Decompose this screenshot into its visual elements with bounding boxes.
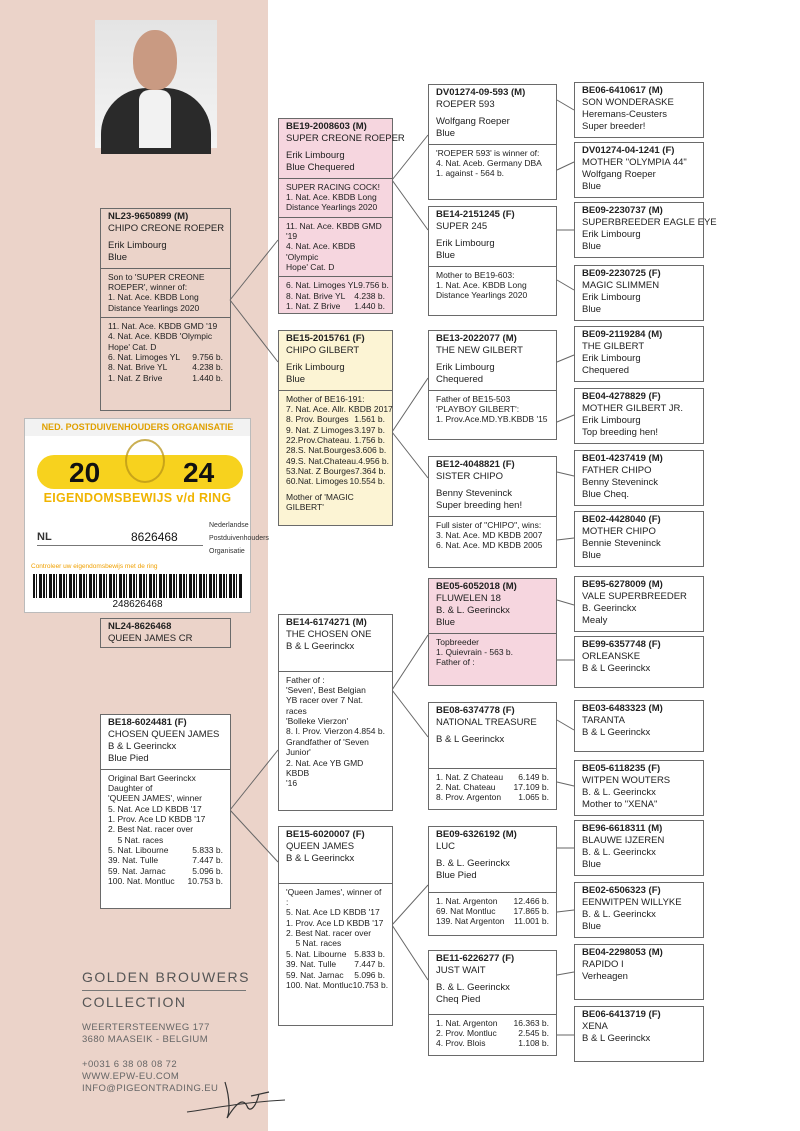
breeder-name: B & L Geerinckx (286, 852, 355, 864)
ring-number: BE19-2008603 (M) (286, 121, 367, 132)
pigeon-card-mother (278, 330, 393, 526)
ring-number: BE12-4048821 (F) (436, 459, 515, 470)
breeder-name: Erik Limbourg (582, 291, 641, 303)
notes-1: Mother to BE19-603: 1. Nat. Ace. KBDB Long Distance Yearlings 2020 (436, 269, 528, 301)
breeder-name: Bennie Steveninck (582, 537, 661, 549)
ring-number: BE02-4428040 (F) (582, 514, 661, 525)
pigeon-name: TARANTA (582, 714, 625, 726)
number-field (37, 528, 203, 546)
pigeon-card-mf (428, 330, 557, 440)
ring-number: BE06-6413719 (F) (582, 1009, 661, 1020)
notes-2: Mother of 'MAGIC GILBERT' (286, 491, 354, 513)
pigeon-name: MOTHER GILBERT JR. (582, 402, 683, 414)
pigeon-color: Super breeding hen! (436, 499, 523, 511)
pigeon-name: LUC (436, 840, 456, 852)
pigeon-card-qfff (574, 576, 704, 632)
ring-number: BE99-6357748 (F) (582, 639, 661, 650)
pigeon-name: THE NEW GILBERT (436, 344, 523, 356)
results: 6. Nat. Limoges YL 9.756 b. 8. Nat. Brive YL 4.238 b. 1. Nat. Z Brive 1.440 b. (108, 352, 223, 383)
barcode-number: 248626468 (112, 599, 163, 610)
pigeon-name: MAGIC SLIMMEN (582, 279, 660, 291)
pigeon-card-qfm (428, 702, 557, 810)
breeder-name: Heremans-Ceusters (582, 108, 667, 120)
ring-number: BE11-6226277 (F) (436, 953, 515, 964)
pigeon-color: Chequered (436, 373, 484, 385)
pigeon-card-qfmf (574, 700, 704, 752)
notes-1: Full sister of "CHIPO", wins: 3. Nat. Ace. MD KBDB 2007 6. Nat. Ace. MD KBDB 2005 (436, 519, 543, 551)
breeder-name: B & L Geerinckx (582, 662, 651, 674)
notes-1: 'ROEPER 593' is winner of: 4. Nat. Aceb. Germany DBA 1. against - 564 b. (436, 147, 542, 179)
results: 1. Nat. Argenton 16.363 b. 2. Prov. Montluc 2.545 b. 4. Prov. Blois 1.108 b. (436, 1017, 549, 1049)
ring-number: NL24-8626468 (108, 621, 172, 632)
pigeon-name: SUPER 245 (436, 220, 488, 232)
breeder-name: B. & L. Geerinckx (582, 908, 656, 920)
pigeon-color: Blue (286, 373, 306, 385)
pigeon-card-mff (574, 326, 704, 382)
pigeon-name: RAPIDO I (582, 958, 624, 970)
breeder-name: Verheagen (582, 970, 628, 982)
pigeon-color: Blue (582, 303, 602, 315)
pigeon-name: WITPEN WOUTERS (582, 774, 671, 786)
notes-2: 11. Nat. Ace. KBDB GMD '19 4. Nat. Ace. KBDB 'Olympic Hope' Cat. D (108, 320, 218, 352)
pigeon-card-father (278, 118, 405, 314)
ring-number: DV01274-04-1241 (F) (582, 145, 675, 156)
notes-1: SUPER RACING COCK! 1. Nat. Ace. KBDB Long Distance Yearlings 2020 (286, 181, 380, 213)
ring-number: BE04-4278829 (F) (582, 391, 661, 402)
pigeon-name: SUPERBREEDER EAGLE EYE (582, 216, 717, 228)
pigeon-name: CHIPO CREONE ROEPER (108, 222, 225, 234)
breeder-name: B & L Geerinckx (582, 726, 651, 738)
pigeon-color: Mealy (582, 614, 608, 626)
breeder-name: B & L Geerinckx (436, 733, 505, 745)
brand-divider (82, 990, 246, 991)
breeder-name: Benny Steveninck (436, 487, 513, 499)
breeder-name: B. & L. Geerinckx (436, 604, 510, 616)
pigeon-name: THE CHOSEN ONE (286, 628, 372, 640)
pigeon-name: BLAUWE IJZEREN (582, 834, 665, 846)
country-code: NL (37, 531, 52, 543)
breeder-name: Erik Limbourg (108, 239, 167, 251)
ring-number: BE01-4237419 (M) (582, 453, 663, 464)
pigeon-name: SON WONDERASKE (582, 96, 674, 108)
pigeon-color: Blue (582, 549, 602, 561)
notes-1: Father of : 'Seven', Best Belgian YB racer over 7 Nat. races 'Bolleke Vierzon' (286, 674, 366, 727)
notes-1: Original Bart Geerinckx Daughter of 'QUEEN JAMES', winner 5. Nat. Ace LD KBDB '17 1. Prov. Ace LD KBDB '17 2. Best Nat. racer over 5 Nat. races (108, 772, 206, 845)
breeder-name: B. & L. Geerinckx (582, 786, 656, 798)
pigeon-card-mm (428, 456, 557, 568)
breeder-name: B. & L. Geerinckx (436, 981, 510, 993)
ring-number: BE09-2230737 (M) (582, 205, 663, 216)
pigeon-name: QUEEN JAMES (286, 840, 355, 852)
breeder-name: B. & L. Geerinckx (436, 857, 510, 869)
pigeon-card-qfmm (574, 760, 704, 816)
pigeon-card-queen-james (278, 826, 393, 1026)
brand-name: GOLDEN BROUWERS COLLECTION (82, 969, 250, 1010)
pigeon-card-queen-cr (100, 618, 231, 648)
pigeon-name: JUST WAIT (436, 964, 486, 976)
pigeon-name: XENA (582, 1020, 608, 1032)
pigeon-card-mfm (574, 388, 704, 444)
pigeon-name: ORLEANSKE (582, 650, 641, 662)
ring-number: BE06-6410617 (M) (582, 85, 663, 96)
pigeon-card-qmmm (574, 1006, 704, 1062)
breeder-name: B & L Geerinckx (286, 640, 355, 652)
pigeon-name: MOTHER "OLYMPIA 44" (582, 156, 687, 168)
ring-number: BE14-2151245 (F) (436, 209, 515, 220)
pigeon-name: SUPER CREONE ROEPER (286, 132, 405, 144)
results: 1. Nat. Z Chateau 6.149 b. 2. Nat. Chateau 17.109 b. 8. Prov. Argenton 1.065 b. (436, 771, 549, 803)
ring-number: BE15-2015761 (F) (286, 333, 365, 344)
pigeon-card-main (100, 208, 231, 411)
pigeon-color: Blue (436, 249, 456, 261)
ring-number: BE02-6506323 (F) (582, 885, 661, 896)
contact-info: +0031 6 38 08 08 72 WWW.EPW-EU.COM INFO@PIGEONTRADING.EU (82, 1059, 219, 1094)
pigeon-name: EENWITPEN WILLYKE (582, 896, 682, 908)
notes-1: Topbreeder 1. Quievrain - 563 b. Father of : (436, 636, 514, 668)
year-right: 24 (183, 457, 215, 488)
results: 6. Nat. Limoges YL 9.756 b. 8. Nat. Brive YL 4.238 b. 1. Nat. Z Brive 1.440 b. (286, 280, 389, 312)
breeder-name: Erik Limbourg (582, 352, 641, 364)
breeder-name: Benny Steveninck (582, 476, 659, 488)
breeder-name: Wolfgang Roeper (436, 115, 510, 127)
pigeon-name: MOTHER CHIPO (582, 525, 656, 537)
breeder-name: B & L Geerinckx (582, 1032, 651, 1044)
breeder-name: Wolfgang Roeper (582, 168, 656, 180)
notes-1: Son to 'SUPER CREONE ROEPER', winner of: 1. Nat. Ace. KBDB Long Distance Yearlings 2020 (108, 271, 205, 313)
pigeon-color: Chequered (582, 364, 630, 376)
org-title: NED. POSTDUIVENHOUDERS ORGANISATIE (25, 419, 250, 436)
ring-number: DV01274-09-593 (M) (436, 87, 526, 98)
pigeon-card-mmm (574, 511, 704, 567)
pigeon-card-queen-mother (100, 714, 231, 909)
org-logo-icon (125, 439, 165, 483)
pigeon-card-fmm (574, 265, 704, 321)
pigeon-color: Blue (436, 127, 456, 139)
ring-number: BE96-6618311 (M) (582, 823, 663, 834)
pigeon-color: Blue Cheq. (582, 488, 630, 500)
pigeon-color: Blue Pied (108, 752, 149, 764)
pigeon-card-mmf (574, 450, 704, 506)
ring-number: BE13-2022077 (M) (436, 333, 517, 344)
results: 8. I. Prov. Vierzon 4.854 b. (286, 726, 385, 737)
breeder-name: Erik Limbourg (436, 237, 495, 249)
card-title: EIGENDOMSBEWIJS v/d RING (43, 491, 232, 505)
pigeon-card-qmf (428, 826, 557, 936)
breeder-name: Erik Limbourg (286, 149, 345, 161)
ring-number: NL23-9650899 (M) (108, 211, 189, 222)
results: 1. Nat. Argenton 12.466 b. 69. Nat Montluc 17.865 b. 139. Nat Argenton 11.001 b. (436, 895, 549, 927)
notes-1: Father of BE15-503 'PLAYBOY GILBERT': 1. Prov.Ace.MD.YB.KBDB '15 (436, 393, 548, 425)
barcode-icon (33, 574, 243, 598)
ring-number: BE05-6118235 (F) (582, 763, 661, 774)
pigeon-color: Top breeding hen! (582, 426, 659, 438)
ring-number: BE05-6052018 (M) (436, 581, 517, 592)
ring-number: BE15-6020007 (F) (286, 829, 365, 840)
notes-2: 11. Nat. Ace. KBDB GMD '19 4. Nat. Ace. KBDB 'Olympic Hope' Cat. D (286, 220, 382, 273)
breeder-name: Erik Limbourg (582, 414, 641, 426)
breeder-name: B & L Geerinckx (108, 740, 177, 752)
year-left: 20 (69, 457, 101, 488)
pigeon-color: Mother to "XENA" (582, 798, 658, 810)
ring-number: BE95-6278009 (M) (582, 579, 663, 590)
ring-ownership-card (24, 418, 269, 613)
pigeon-card-qffm (574, 636, 704, 688)
pigeon-name: CHIPO GILBERT (286, 344, 360, 356)
pigeon-card-ffm (574, 142, 704, 198)
pigeon-name: QUEEN JAMES CR (108, 632, 193, 644)
ring-number: BE14-6174271 (M) (286, 617, 367, 628)
pigeon-color: Blue (108, 251, 128, 263)
pigeon-card-fff (574, 82, 704, 138)
breeder-name: B. & L. Geerinckx (582, 846, 656, 858)
org-letters: Nederlandse Postduivenhouders Organisatie (209, 522, 269, 555)
pigeon-color: Blue Chequered (286, 161, 355, 173)
pigeon-name: SISTER CHIPO (436, 470, 504, 482)
pigeon-card-qff (428, 578, 557, 686)
ring-number: BE09-2230725 (F) (582, 268, 661, 279)
pigeon-color: Blue Pied (436, 869, 477, 881)
ring-number: 8626468 (131, 530, 178, 544)
notes-2: Grandfather of 'Seven Junior' 2. Nat. Ace YB GMD KBDB '16 (286, 736, 369, 789)
results: 5. Nat. Libourne 5.833 b. 39. Nat. Tulle 7.447 b. 59. Nat. Jarnac 5.096 b. 100. Nat. Montluc 10.753 b. (108, 845, 223, 887)
pigeon-card-queen-father (278, 614, 393, 811)
results: 5. Nat. Libourne 5.833 b. 39. Nat. Tulle 7.447 b. 59. Nat. Jarnac 5.096 b. 100. Nat. Montluc 10.753 b. (286, 948, 389, 990)
pigeon-card-qmfm (574, 882, 704, 938)
pigeon-name: VALE SUPERBREEDER (582, 590, 687, 602)
ring-number: BE03-6483323 (M) (582, 703, 663, 714)
notes-1: Mother of BE16-191: (286, 393, 365, 404)
pigeon-name: FLUWELEN 18 (436, 592, 501, 604)
ring-number: BE18-6024481 (F) (108, 717, 187, 728)
results: 7. Nat. Ace. Allr. KBDB 2017 8. Prov. Bourges 1.561 b. 9. Nat. Z Limoges 3.197 b. 22.Prov.Chateau. 1.756 b. 28.S. Nat.Bourges 3.606 b. 49.S. Nat.Chateau. 4.956 b. 53.Nat. Z Bourges 7.364 b. 60.Nat. Limoges 10.554 b. (286, 403, 393, 487)
pigeon-card-fm (428, 206, 557, 316)
pigeon-color: Blue (582, 240, 602, 252)
pigeon-name: CHOSEN QUEEN JAMES (108, 728, 220, 740)
notes-1: 'Queen James', winner of : 5. Nat. Ace LD KBDB '17 1. Prov. Ace LD KBDB '17 2. Best Nat. racer over 5 Nat. races (286, 886, 384, 949)
pigeon-color: Blue (436, 616, 456, 628)
address: WEERTERSTEENWEG 177 3680 MAASEIK - BELGIUM (82, 1022, 210, 1045)
ring-number: BE08-6374778 (F) (436, 705, 515, 716)
pigeon-name: ROEPER 593 (436, 98, 495, 110)
pigeon-name: THE GILBERT (582, 340, 645, 352)
ring-number: BE09-2119284 (M) (582, 329, 663, 340)
breeder-name: Erik Limbourg (286, 361, 345, 373)
pigeon-color: Blue (582, 180, 602, 192)
breeder-name: B. Geerinckx (582, 602, 637, 614)
card-small-text: Controleer uw eigendomsbewijs met de ring (31, 563, 158, 570)
pigeon-card-qmm (428, 950, 557, 1056)
pigeon-name: FATHER CHIPO (582, 464, 652, 476)
pigeon-color: Super breeder! (582, 120, 646, 132)
pigeon-color: Blue (582, 858, 602, 870)
pigeon-color: Cheq Pied (436, 993, 481, 1005)
pigeon-card-ff (428, 84, 557, 200)
pigeon-card-qmff (574, 820, 704, 876)
breeder-name: Erik Limbourg (436, 361, 495, 373)
ring-number: BE04-2298053 (M) (582, 947, 663, 958)
breeder-name: Erik Limbourg (582, 228, 641, 240)
pigeon-color: Blue (582, 920, 602, 932)
pigeon-card-qmmf (574, 944, 704, 1000)
pigeon-name: NATIONAL TREASURE (436, 716, 537, 728)
signature-icon (185, 1072, 295, 1122)
ring-number: BE09-6326192 (M) (436, 829, 517, 840)
pigeon-card-fmf (574, 202, 717, 258)
